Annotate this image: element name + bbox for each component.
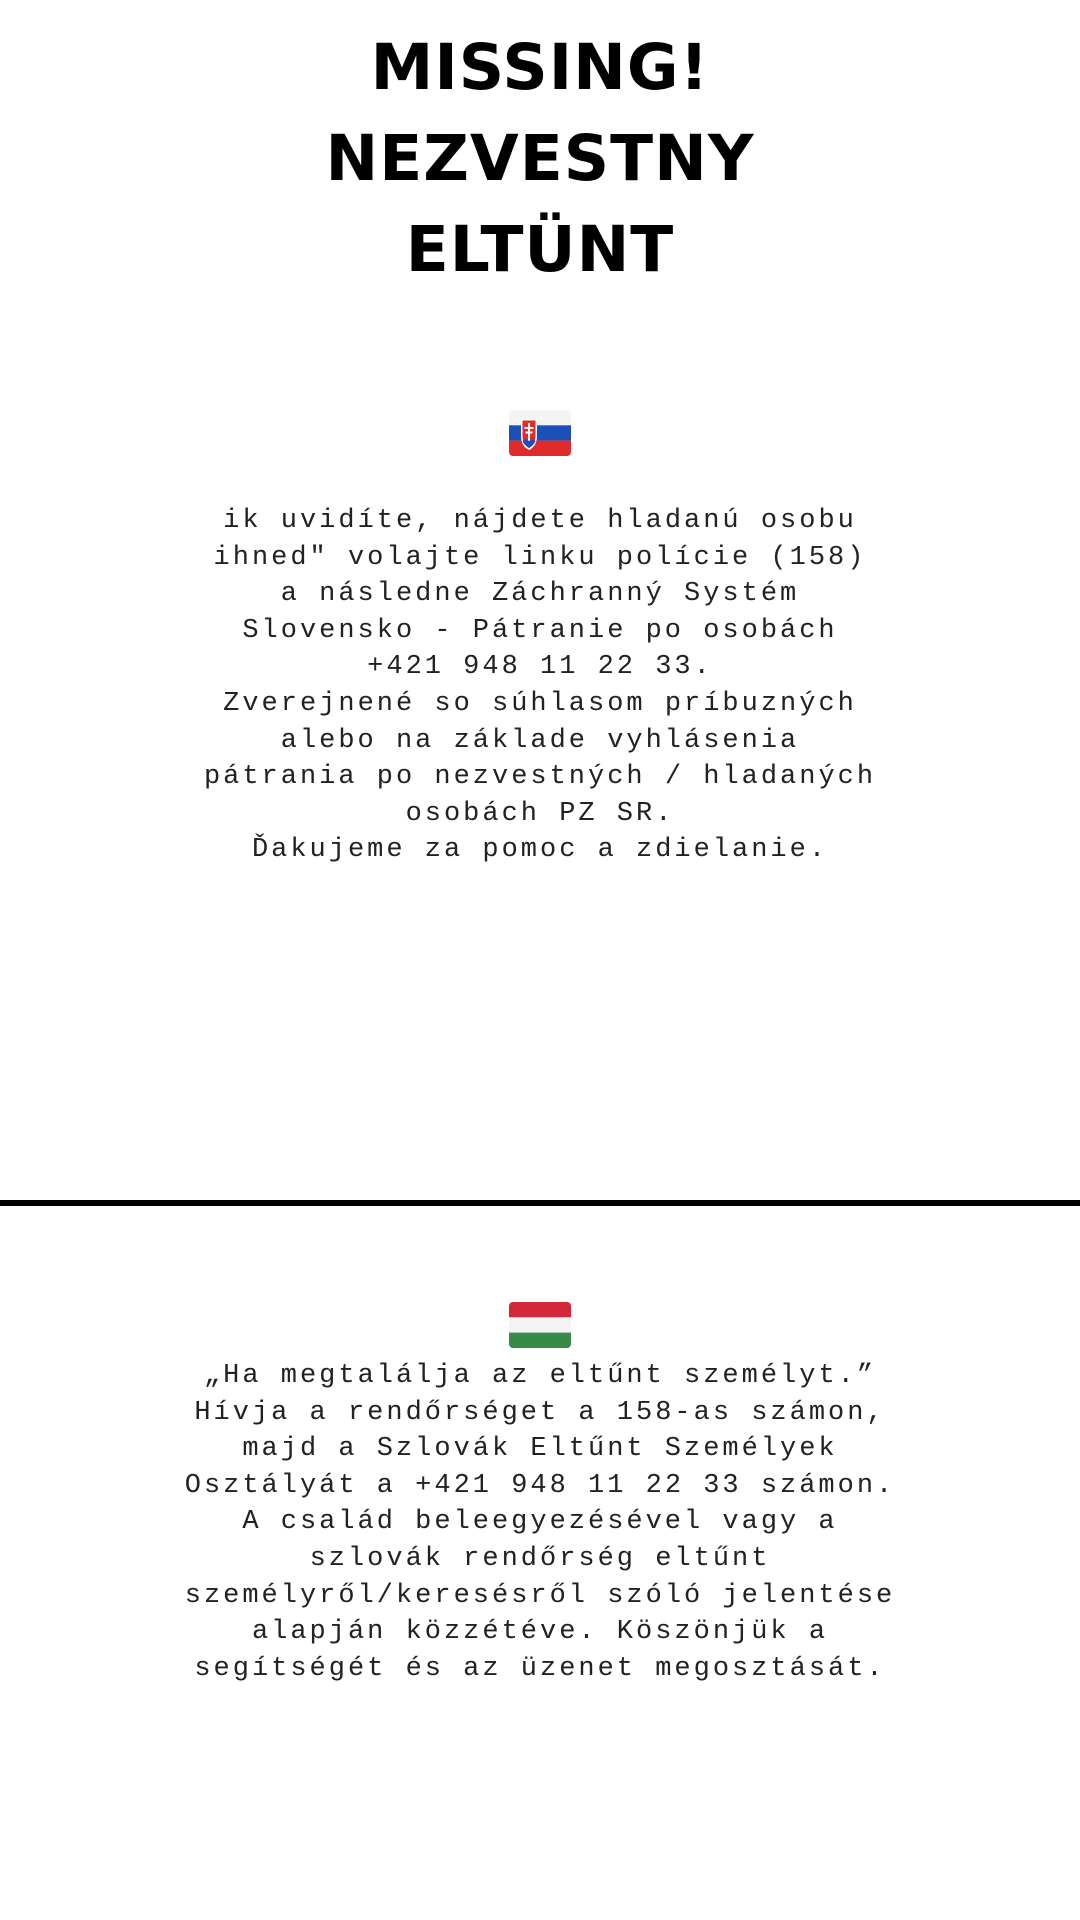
slovak-line: Slovensko - Pátranie po osobách — [242, 615, 838, 646]
slovak-line: ihned" volajte linku polície (158) — [213, 542, 867, 573]
hungarian-line: Hívja a rendőrséget a 158-as számon, — [194, 1397, 886, 1428]
slovakia-flag-icon — [0, 410, 1080, 456]
hungarian-phone-line: Osztályát a +421 948 11 22 33 számon. — [184, 1470, 896, 1501]
hungarian-line: majd a Szlovák Eltűnt Személyek — [242, 1434, 838, 1465]
slovak-line: Zverejnené so súhlasom príbuzných — [223, 688, 857, 719]
title-line-nezvestny: NEZVESTNY — [325, 122, 755, 195]
title-line-missing: MISSING! — [370, 31, 710, 104]
slovak-line: osobách PZ SR. — [405, 798, 675, 829]
hungarian-line: alapján közzétéve. Köszönjük a — [251, 1617, 829, 1648]
hungary-flag-icon — [0, 1302, 1080, 1348]
slovak-notice — [0, 503, 1080, 869]
hungarian-thanks-line: segítségét és az üzenet megosztását. — [194, 1653, 886, 1684]
slovak-thanks-line: Ďakujeme za pomoc a zdielanie. — [251, 835, 829, 866]
title-line-eltunt: ELTÜNT — [405, 213, 675, 286]
slovak-line: ik uvidíte, nájdete hladanú osobu — [223, 506, 857, 536]
hungarian-line: szlovák rendőrség eltűnt — [309, 1543, 771, 1574]
slovak-line: a následne Záchranný Systém — [280, 579, 800, 610]
section-divider — [0, 1200, 1080, 1206]
hungarian-line: A család beleegyezésével vagy a — [242, 1507, 838, 1538]
slovak-phone-line: +421 948 11 22 33. — [367, 652, 713, 683]
slovak-line: alebo na základe vyhlásenia — [280, 725, 800, 756]
hungarian-line: személyről/keresésről szóló jelentése — [184, 1580, 896, 1611]
hungarian-notice — [0, 1358, 1080, 1687]
hungarian-line: „Ha megtalálja az eltűnt személyt.” — [203, 1361, 877, 1391]
poster-title — [0, 22, 1080, 295]
slovak-line: pátrania po nezvestných / hladaných — [203, 762, 877, 793]
